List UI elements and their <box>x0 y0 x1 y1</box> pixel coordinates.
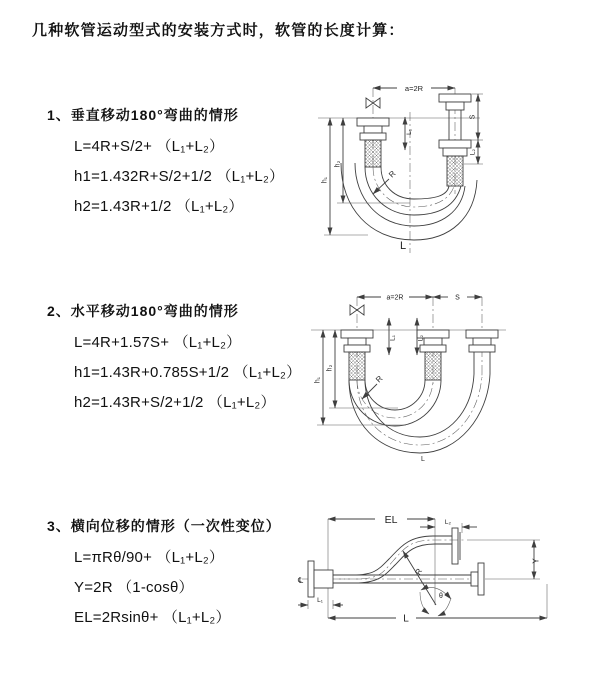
diagram-horizontal-180-bend <box>306 282 591 477</box>
radius-label: R <box>387 169 398 180</box>
diagram-lateral-displacement <box>297 502 597 654</box>
page-title: 几种软管运动型式的安装方式时，软管的长度计算： <box>32 22 405 39</box>
valve-icon <box>366 98 373 108</box>
nut <box>446 102 464 110</box>
collar <box>420 345 446 352</box>
dim-label-l1: L₁ <box>317 597 323 604</box>
hose-centerline <box>327 540 465 579</box>
collar <box>469 345 495 352</box>
length-label: L <box>403 613 409 625</box>
hose-centerline <box>357 380 433 418</box>
nut <box>348 338 366 345</box>
formula: h1=1.432R+S/2+1/2 （L₁+L₂） <box>74 168 285 185</box>
flange <box>452 528 458 564</box>
flange <box>439 94 471 102</box>
dim-label-el: EL <box>384 514 398 526</box>
collar <box>344 345 370 352</box>
nut <box>364 126 382 133</box>
nut <box>473 338 491 345</box>
dim-label-l2: L₂ <box>469 148 477 156</box>
dim-label-a2r: a=2R <box>386 294 404 302</box>
length-label: L <box>399 240 407 252</box>
leader-line <box>362 384 377 399</box>
hose-curve <box>349 380 441 426</box>
section-1-heading: 1、垂直移动180°弯曲的情形 <box>47 107 239 123</box>
braided-hose <box>425 352 441 380</box>
dim-label-l2: L₂ <box>417 334 425 342</box>
radius-line <box>403 551 436 605</box>
dim-label-h2: h₂ <box>334 160 342 168</box>
length-label: L <box>421 456 425 463</box>
hose-centerline <box>373 167 455 207</box>
formula: h2=1.43R+1/2 （L₁+L₂） <box>74 198 244 215</box>
flange <box>341 330 373 338</box>
hose-curve <box>349 374 490 453</box>
radius-label: R <box>413 566 425 577</box>
collar <box>471 572 478 586</box>
valve-icon <box>350 305 357 315</box>
dim-label-l1: L₁ <box>389 335 397 341</box>
collar <box>443 148 467 156</box>
angle-arc <box>420 592 429 614</box>
dim-label-l1: L₁ <box>406 129 413 135</box>
braided-hose <box>349 352 365 380</box>
flange <box>357 118 389 126</box>
flange <box>439 140 471 148</box>
formula: EL=2Rsinθ+ （L₁+L₂） <box>74 609 231 626</box>
diagram-vertical-180-bend <box>310 68 590 260</box>
dim-label-y: Y <box>531 558 541 564</box>
angle-arc <box>421 587 451 599</box>
hose-curve <box>333 536 452 575</box>
braided-hose <box>365 140 381 167</box>
flange <box>478 563 484 595</box>
dim-label-a2r: a=2R <box>404 84 424 93</box>
dim-label-h2: h₂ <box>326 364 334 372</box>
hose-curve <box>365 380 425 410</box>
dim-label-l2: L₂ <box>444 519 452 526</box>
dim-label-h1: h₁ <box>314 376 322 384</box>
angle-arc <box>438 598 451 616</box>
formula: Y=2R （1-cosθ） <box>74 579 194 596</box>
valve-icon <box>357 305 364 315</box>
flange <box>466 330 498 338</box>
centerline-mark: ℄ <box>298 576 304 585</box>
collar <box>314 570 333 588</box>
formula: L=4R+S/2+ （L₁+L₂） <box>74 138 225 155</box>
flange <box>308 561 314 597</box>
section-2-heading: 2、水平移动180°弯曲的情形 <box>47 303 239 319</box>
formula: L=4R+1.57S+ （L₁+L₂） <box>74 334 242 351</box>
radius-label: R <box>374 374 385 385</box>
braided-hose <box>447 156 463 186</box>
nut <box>424 338 442 345</box>
angle-label: θ <box>439 593 443 600</box>
formula: h2=1.43R+S/2+1/2 （L₁+L₂） <box>74 394 276 411</box>
formula: L=πRθ/90+ （L₁+L₂） <box>74 549 225 566</box>
collar <box>360 133 386 140</box>
dim-label-h1: h₁ <box>321 176 329 184</box>
valve-icon <box>373 98 380 108</box>
dim-label-s: S <box>469 114 477 120</box>
formula: h1=1.43R+0.785S+1/2 （L₁+L₂） <box>74 364 302 381</box>
hose-curve <box>333 544 452 583</box>
section-3-heading: 3、横向位移的情形（一次性变位） <box>47 518 281 534</box>
dim-label-s: S <box>455 294 460 302</box>
